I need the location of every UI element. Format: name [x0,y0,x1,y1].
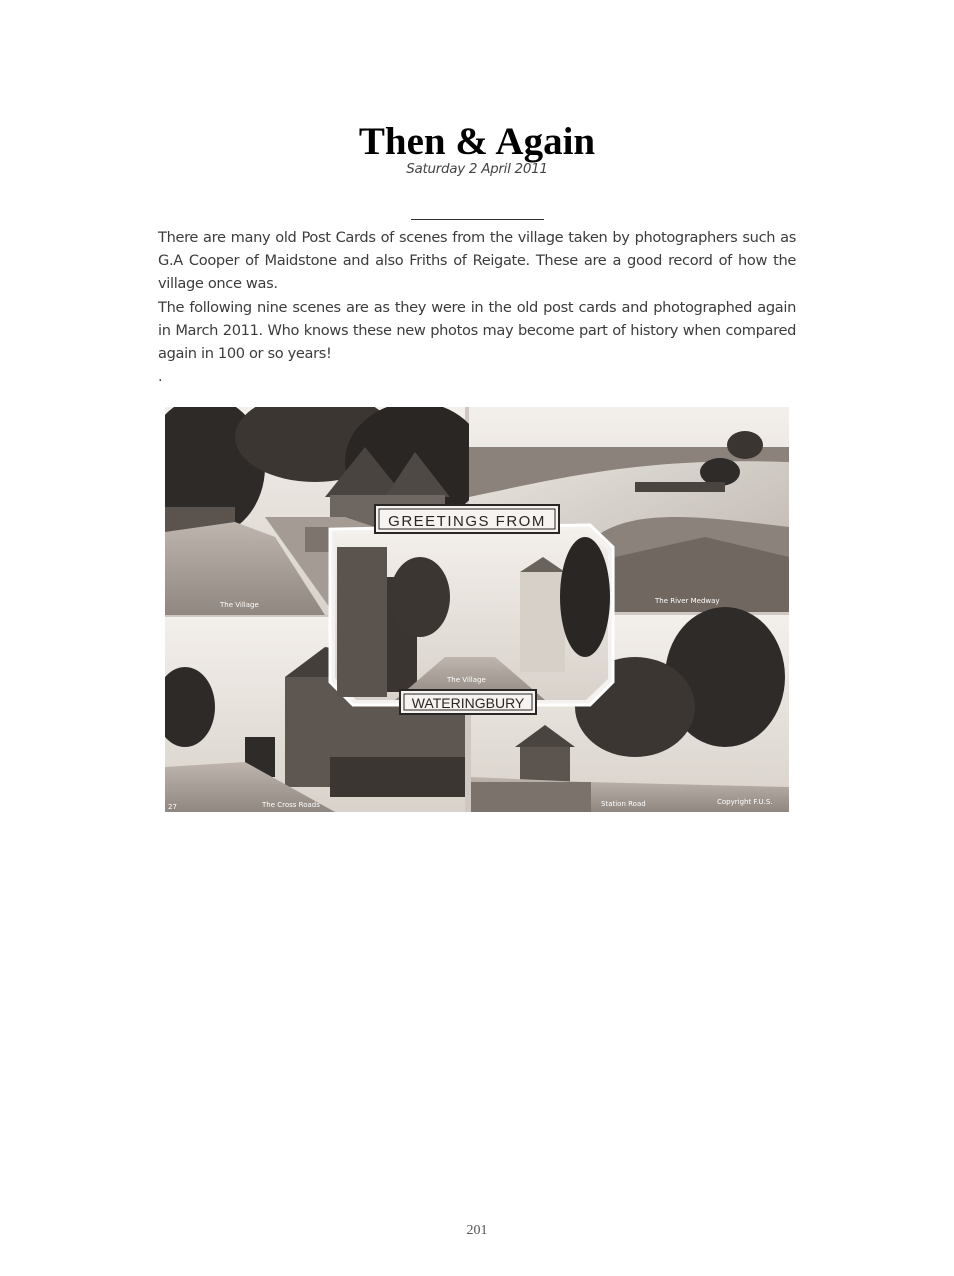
caption-bottom-left: The Cross Roads [262,801,320,809]
caption-copyright: Copyright F.U.S. [717,798,773,806]
banner-wateringbury-text: WATERINGBURY [411,695,525,711]
caption-number: 27 [168,803,177,811]
banner-greetings-text: GREETINGS FROM [388,513,546,530]
paragraph-scenes: The following nine scenes are as they were in the old post cards and photographed again in March 2011. Who knows these new photos may become part of history when compared again in 100 or so years! [158,298,796,363]
paragraph-intro: There are many old Post Cards of scenes from the village taken by photographers such as G.A Cooper of Maidstone and also Friths of Reigate. These are a good record of how the village once was. [158,229,796,293]
caption-top-right: The River Medway [655,597,720,605]
article-body [158,226,796,388]
banner-greetings [375,505,559,533]
caption-top-left: The Village [220,601,259,609]
page-number: 201 [466,1223,488,1238]
title-divider [411,219,544,220]
page-title: Then & Again [358,120,596,163]
postcard-image [165,407,789,812]
banner-wateringbury [400,690,536,714]
page-date: Saturday 2 April 2011 [406,161,548,177]
paragraph-dot: . [158,368,163,386]
caption-bottom-right: Station Road [601,800,646,808]
caption-center: The Village [447,676,486,684]
